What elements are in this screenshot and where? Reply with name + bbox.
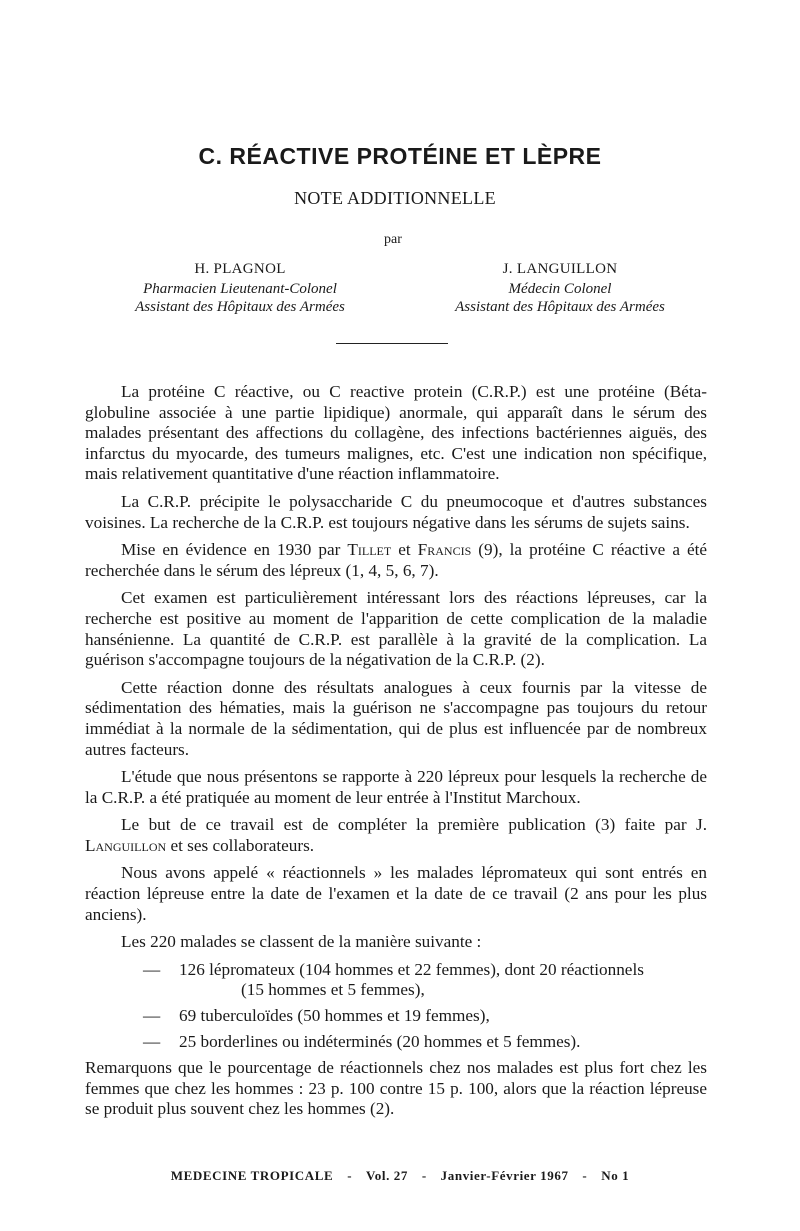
list-item [85, 960, 707, 1001]
by-line: par [384, 232, 402, 247]
patient-classification-list [85, 960, 707, 1052]
paragraph: Les 220 malades se classent de la manière suivante : [121, 932, 482, 952]
journal-name: MEDECINE TROPICALE [170, 1168, 334, 1183]
paragraph: L'étude que nous présentons se rapporte à 220 lépreux pour lesquels la recherche de la C.R.P. a été pratiquée au moment de leur entrée à l'Institut Marchoux. [85, 767, 707, 807]
list-item-text: 25 borderlines ou indéterminés (20 hommes et 5 femmes). [179, 1031, 581, 1051]
text-run: et ses collaborateurs. [166, 835, 315, 855]
paragraph: La protéine C réactive, ou C reactive protein (C.R.P.) est une protéine (Béta-globuline associée à une partie lipidique) anormale, qui apparaît dans le sérum des malades présentant des affections du collagène, des infections bactériennes aiguës, des infarctus du myocarde, des tumeurs malignes, etc. C'est une indication non spécifique, mais relativement quantitative d'une réaction inflammatoire. [85, 382, 707, 484]
paragraph: Remarquons que le pourcentage de réactionnels chez nos malades est plus fort chez les femmes que chez les hommes : 23 p. 100 contre 15 p. 100, alors que la réaction lépreuse se produit plus souvent chez les hommes (2). [85, 1058, 707, 1119]
paragraph [85, 815, 707, 856]
paragraph [85, 540, 707, 581]
article-title: C. RÉACTIVE PROTÉINE ET LÈPRE [198, 143, 602, 169]
author-languillon [420, 258, 700, 316]
article-body [85, 382, 707, 1120]
text-run: (9), la protéine C réactive a été recherchée dans le sérum des lépreux (1, 4, 5, 6, 7). [85, 540, 708, 580]
article-subtitle: NOTE ADDITIONNELLE [294, 188, 496, 208]
footer-separator: - [582, 1168, 588, 1183]
text-run: et [391, 540, 418, 560]
list-dash: — [143, 1031, 161, 1051]
list-dash: — [143, 959, 161, 979]
list-item [85, 1032, 707, 1053]
text-run: Mise en évidence en 1930 par [121, 540, 348, 560]
journal-footer [0, 1168, 800, 1184]
author-plagnol [100, 258, 380, 316]
journal-volume: Vol. 27 [366, 1168, 409, 1183]
list-item-continuation: (15 hommes et 5 femmes), [241, 980, 425, 1000]
list-item [85, 1006, 707, 1027]
paragraph: La C.R.P. précipite le polysaccharide C du pneumocoque et d'autres substances voisines. La recherche de la C.R.P. est toujours négative dans les sérums de sujets sains. [85, 491, 707, 532]
journal-date: Janvier-Février 1967 [440, 1168, 569, 1183]
footer-separator: - [347, 1168, 353, 1183]
journal-number: No 1 [601, 1168, 630, 1183]
author-name: H. PLAGNOL [194, 261, 286, 277]
list-item-text: 69 tuberculoïdes (50 hommes et 19 femmes), [179, 1006, 490, 1026]
author-rank: Pharmacien Lieutenant-Colonel [143, 281, 337, 297]
list-dash: — [143, 1006, 161, 1026]
author-rank: Médecin Colonel [508, 281, 612, 297]
header-divider [336, 343, 448, 344]
paragraph: Nous avons appelé « réactionnels » les malades lépromateux qui sont entrés en réaction lépreuse entre la date de l'examen et la date de ce travail (2 ans pour les plus anciens). [85, 863, 707, 924]
text-run: Le but de ce travail est de compléter la première publication (3) faite par J. [121, 815, 707, 835]
author-affiliation: Assistant des Hôpitaux des Armées [455, 299, 665, 315]
author-citation: Languillon [85, 835, 167, 855]
author-citation: Tillet [347, 540, 392, 560]
author-citation: Francis [417, 540, 472, 560]
list-item-text: 126 lépromateux (104 hommes et 22 femmes), dont 20 réactionnels [179, 959, 644, 979]
author-affiliation: Assistant des Hôpitaux des Armées [135, 299, 345, 315]
paragraph: Cette réaction donne des résultats analogues à ceux fournis par la vitesse de sédimentation des hématies, mais la guérison ne s'accompagne pas toujours du retour immédiat à la normale de la sédimentation, qui de plus est influencée par de nombreux autres facteurs. [85, 677, 707, 759]
footer-separator: - [421, 1168, 427, 1183]
paragraph: Cet examen est particulièrement intéressant lors des réactions lépreuses, car la recherche est positive au moment de l'apparition de cette complication de la maladie hansénienne. La quantité de C.R.P. est parallèle à la gravité de la complication. La guérison s'accompagne toujours de la négativation de la C.R.P. (2). [85, 588, 707, 670]
author-name: J. LANGUILLON [502, 261, 618, 277]
